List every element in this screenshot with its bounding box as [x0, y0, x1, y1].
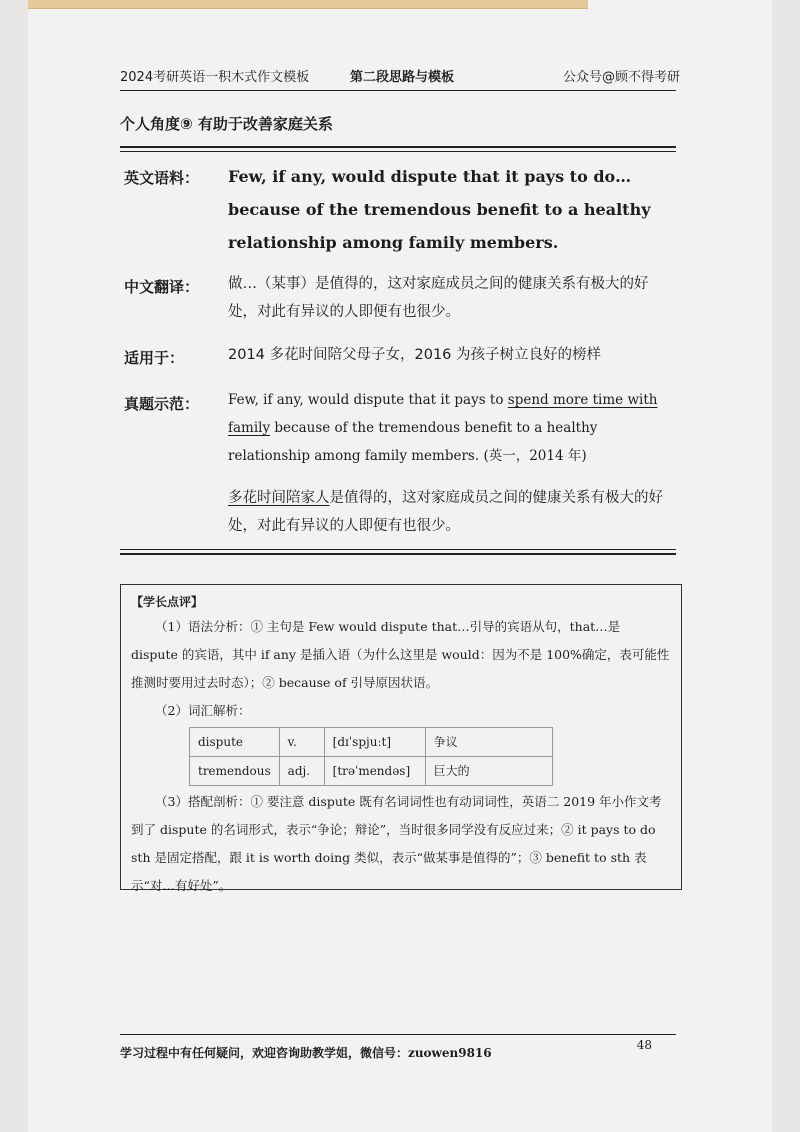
- example-english: [228, 386, 670, 470]
- footer: [120, 1038, 676, 1061]
- footer-rule: [120, 1034, 676, 1035]
- section-rule-top: [120, 549, 676, 550]
- header-left: 2024考研英语一积木式作文模板: [120, 70, 310, 85]
- table-row: [190, 757, 553, 786]
- table-row: [190, 728, 553, 757]
- applicable-label: 适用于：: [124, 349, 185, 367]
- chinese-translation-text: 做…（某事）是值得的，这对家庭成员之间的健康关系有极大的好处，对此有异议的人即便有也很少。: [228, 276, 649, 320]
- example-cn-underlined: 多花时间陪家人: [228, 490, 330, 506]
- example-label: 真题示范：: [124, 395, 200, 413]
- running-header: [120, 60, 680, 88]
- vocab-word: dispute: [190, 728, 280, 757]
- vocab-pos: adj.: [279, 757, 324, 786]
- header-rule: [120, 90, 676, 91]
- vocab-meaning: 巨大的: [425, 757, 552, 786]
- vocab-pos: v.: [279, 728, 324, 757]
- vocab-ipa: [dɪˈspjuːt]: [324, 728, 425, 757]
- example-en-after: because of the tremendous benefit to a healthy relationship among family members. (英一，2014 年): [228, 420, 598, 464]
- applicable-text: 2014 多花时间陪父母子女，2016 为孩子树立良好的榜样: [228, 347, 602, 363]
- header-right: 公众号@顾不得考研: [562, 70, 680, 85]
- vocab-word: tremendous: [190, 757, 280, 786]
- vocab-ipa: [trəˈmendəs]: [324, 757, 425, 786]
- vocab-table: [189, 727, 553, 786]
- title-rule-bottom: [120, 151, 676, 152]
- review-box: [120, 584, 682, 893]
- review-heading: 【学长点评】: [131, 595, 204, 609]
- review-vocab-heading: （2）词汇解析：: [155, 703, 251, 718]
- review-grammar: （1）语法分析：① 主句是 Few would dispute that…引导的宾语从句，that…是 dispute 的宾语，其中 if any 是插入语（为什么这里是 would：因为不是 100%确定，表可能性推测时要用过去时态）；② because of 引导原因状语。: [131, 619, 670, 690]
- section-rule-bottom: [120, 553, 676, 555]
- review-content: [131, 591, 671, 900]
- review-collocation: （3）搭配剖析：① 要注意 dispute 既有名词词性也有动词词性，英语二 2019 年小作文考到了 dispute 的名词形式，表示“争论；辩论”，当时很多同学没有反应过来；② it pays to do sth 是固定搭配，跟 it is worth doing 类似，表示“做某事是值得的”；③ benefit to sth 表示“对…有好处”。: [131, 794, 662, 893]
- header-center: 第二段思路与模板: [350, 70, 455, 85]
- example-chinese: [228, 484, 670, 540]
- footer-text: 学习过程中有任何疑问，欢迎咨询助教学姐，微信号：zuowen9816: [120, 1046, 492, 1060]
- example-en-underlined: spend more time with family: [228, 392, 658, 436]
- page-number: 48: [636, 1038, 652, 1052]
- top-strip: [28, 0, 588, 9]
- example-cn-after: 是值得的，这对家庭成员之间的健康关系有极大的好处，对此有异议的人即便有也很少。: [228, 490, 663, 534]
- english-material-label: 英文语料：: [124, 169, 200, 187]
- section-title: 个人角度⑨ 有助于改善家庭关系: [120, 115, 333, 133]
- title-rule-top: [120, 146, 676, 148]
- vocab-meaning: 争议: [425, 728, 552, 757]
- english-material-text: Few, if any, would dispute that it pays to do…because of the tremendous benefit to a healthy relationship among family members.: [228, 167, 651, 252]
- chinese-translation-label: 中文翻译：: [124, 278, 200, 296]
- example-en-before: Few, if any, would dispute that it pays to: [228, 392, 508, 408]
